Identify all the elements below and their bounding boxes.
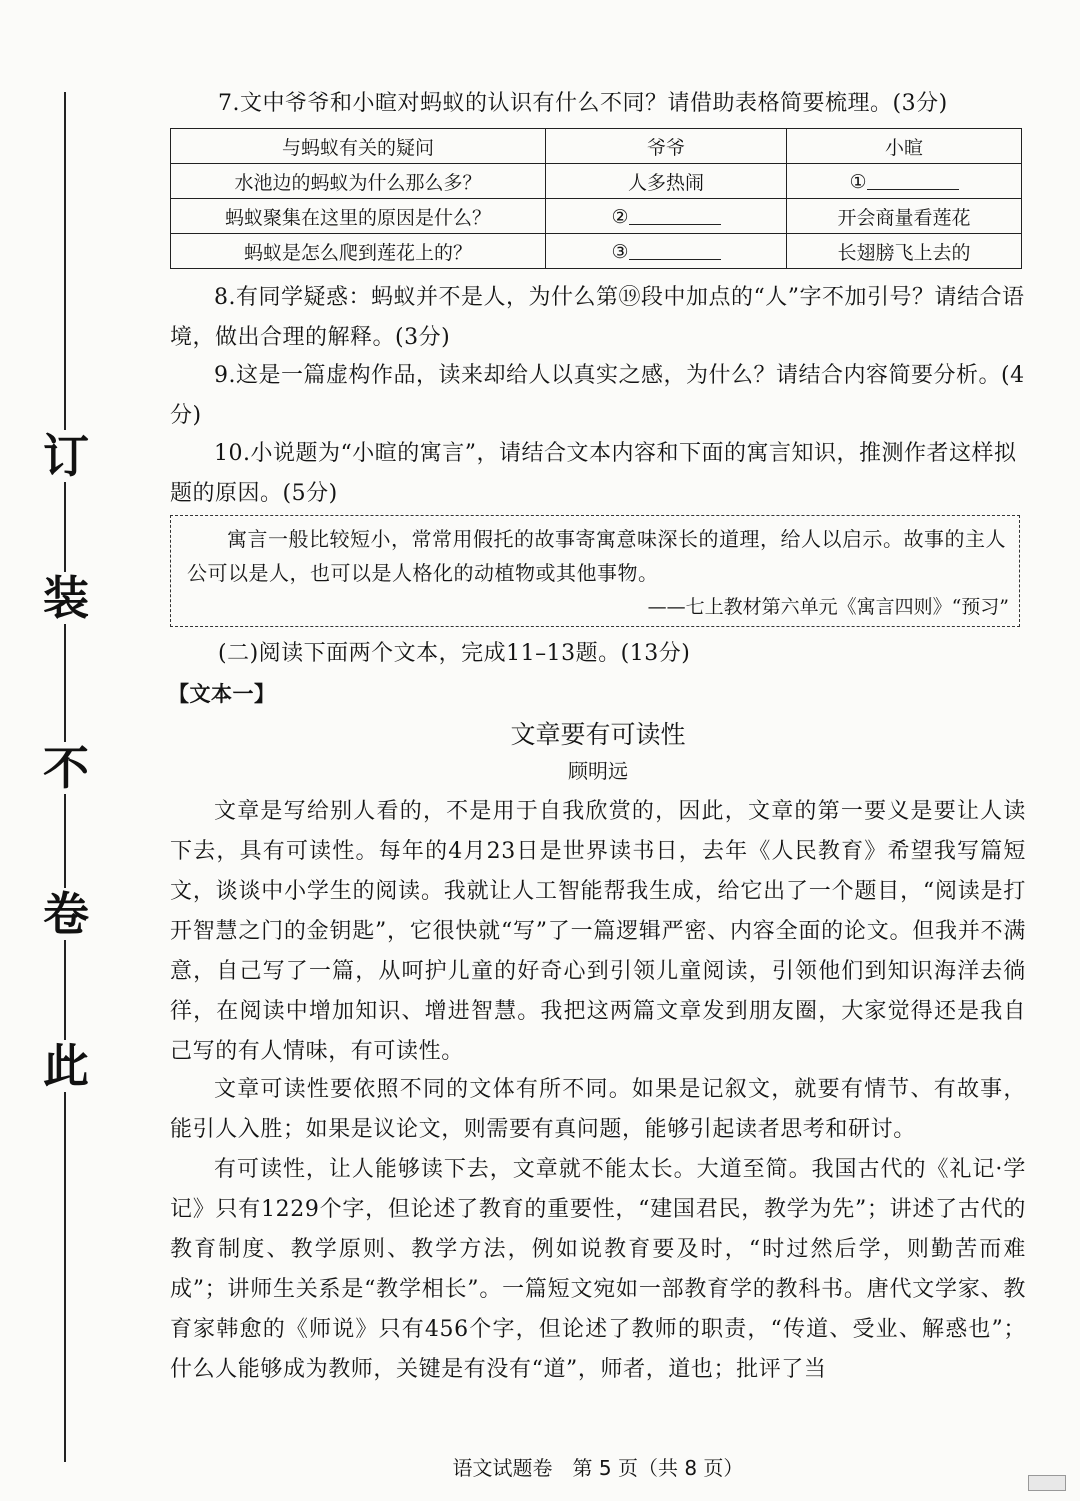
table-cell: 蚂蚁聚集在这里的原因是什么？ — [171, 199, 546, 234]
article-paragraph-3: 有可读性，让人能够读下去，文章就不能太长。大道至简。我国古代的《礼记·学记》只有1229个字，但论述了教育的重要性，“建国君民，教学为先”；讲述了古代的教育制度、教学原则、教学方法，例如说教育要及时，“时过然后学，则勤苦而难成”；讲师生关系是“教学相长”。一篇短文宛如一部教育学的教科书。唐代文学家、教育家韩愈的《师说》只有456个字，但论述了教师的职责，“传道、受业、解惑也”；什么人能够成为教师，关键是有没有“道”，师者，道也；批评了当 — [170, 1157, 1026, 1382]
question-7: 7.文中爷爷和小暄对蚂蚁的认识有什么不同？请借助表格简要梳理。(3分) — [218, 91, 948, 116]
table-cell: 水池边的蚂蚁为什么那么多？ — [171, 164, 546, 199]
article-paragraph-1: 文章是写给别人看的，不是用于自我欣赏的，因此，文章的第一要义是要让人读下去，具有可读性。每年的4月23日是世界读书日，去年《人民教育》希望我写篇短文，谈谈中小学生的阅读。我就让人工智能帮我生成，给它出了一个题目，“阅读是打开智慧之门的金钥匙”，它很快就“写”了一篇逻辑严密、内容全面的论文。但我并不满意，自己写了一篇，从呵护儿童的好奇心到引领儿童阅读，引领他们到知识海洋去徜徉，在阅读中增加知识、增进智慧。我把这两篇文章发到朋友圈，大家觉得还是我自己写的有人情味，有可读性。 — [170, 799, 1026, 1064]
table-header: 小暄 — [787, 129, 1022, 164]
page-footer: 语文试题卷 第 5 页（共 8 页） — [452, 1456, 744, 1480]
margin-char: 装 — [40, 572, 92, 624]
binding-margin — [0, 0, 140, 1501]
question-9: 9.这是一篇虚构作品，读来却给人以真实之感，为什么？请结合内容简要分析。(4分) — [170, 363, 1025, 428]
table-row — [171, 199, 1022, 234]
blank-number: ② — [611, 206, 629, 228]
answer-cell-2 — [546, 199, 787, 234]
table-header: 爷爷 — [546, 129, 787, 164]
answer-cell-1 — [787, 164, 1022, 199]
article-author: 顾明远 — [568, 759, 628, 783]
table-header-row — [171, 129, 1022, 164]
answer-cell-3 — [546, 234, 787, 269]
margin-char: 卷 — [40, 888, 92, 940]
question-8: 8.有同学疑惑：蚂蚁并不是人，为什么第⑲段中加点的“人”字不加引号？请结合语境，做出合理的解释。(3分) — [170, 285, 1025, 350]
comparison-table — [170, 128, 1022, 269]
fable-source: ——七上教材第六单元《寓言四则》“预习” — [647, 596, 1009, 618]
answer-blank — [867, 169, 959, 190]
answer-blank — [629, 239, 721, 260]
answer-blank — [629, 204, 721, 225]
margin-char: 订 — [40, 430, 92, 482]
text-1-label: 【文本一】 — [168, 682, 276, 706]
blank-number: ③ — [611, 241, 629, 263]
fable-definition: 寓言一般比较短小，常常用假托的故事寄寓意味深长的道理，给人以启示。故事的主人公可以是人，也可以是人格化的动植物或其他事物。 — [187, 527, 1006, 585]
margin-char: 不 — [40, 742, 92, 794]
table-row — [171, 164, 1022, 199]
section-2-heading: (二)阅读下面两个文本，完成11–13题。(13分) — [218, 641, 691, 666]
table-cell: 开会商量看莲花 — [787, 199, 1022, 234]
scanner-watermark-icon — [1028, 1475, 1066, 1491]
fable-knowledge-box — [170, 515, 1020, 627]
blank-number: ① — [849, 171, 867, 193]
margin-char: 此 — [40, 1040, 92, 1092]
article-title: 文章要有可读性 — [510, 720, 686, 749]
article-paragraph-2: 文章可读性要依照不同的文体有所不同。如果是记叙文，就要有情节、有故事，能引人入胜；如果是议论文，则需要有真问题，能够引起读者思考和研讨。 — [170, 1077, 1026, 1142]
table-cell: 人多热闹 — [546, 164, 787, 199]
table-row — [171, 234, 1022, 269]
table-cell: 蚂蚁是怎么爬到莲花上的？ — [171, 234, 546, 269]
table-header: 与蚂蚁有关的疑问 — [171, 129, 546, 164]
table-cell: 长翅膀飞上去的 — [787, 234, 1022, 269]
question-10: 10.小说题为“小暄的寓言”，请结合文本内容和下面的寓言知识，推测作者这样拟题的原因。(5分) — [170, 441, 1017, 506]
